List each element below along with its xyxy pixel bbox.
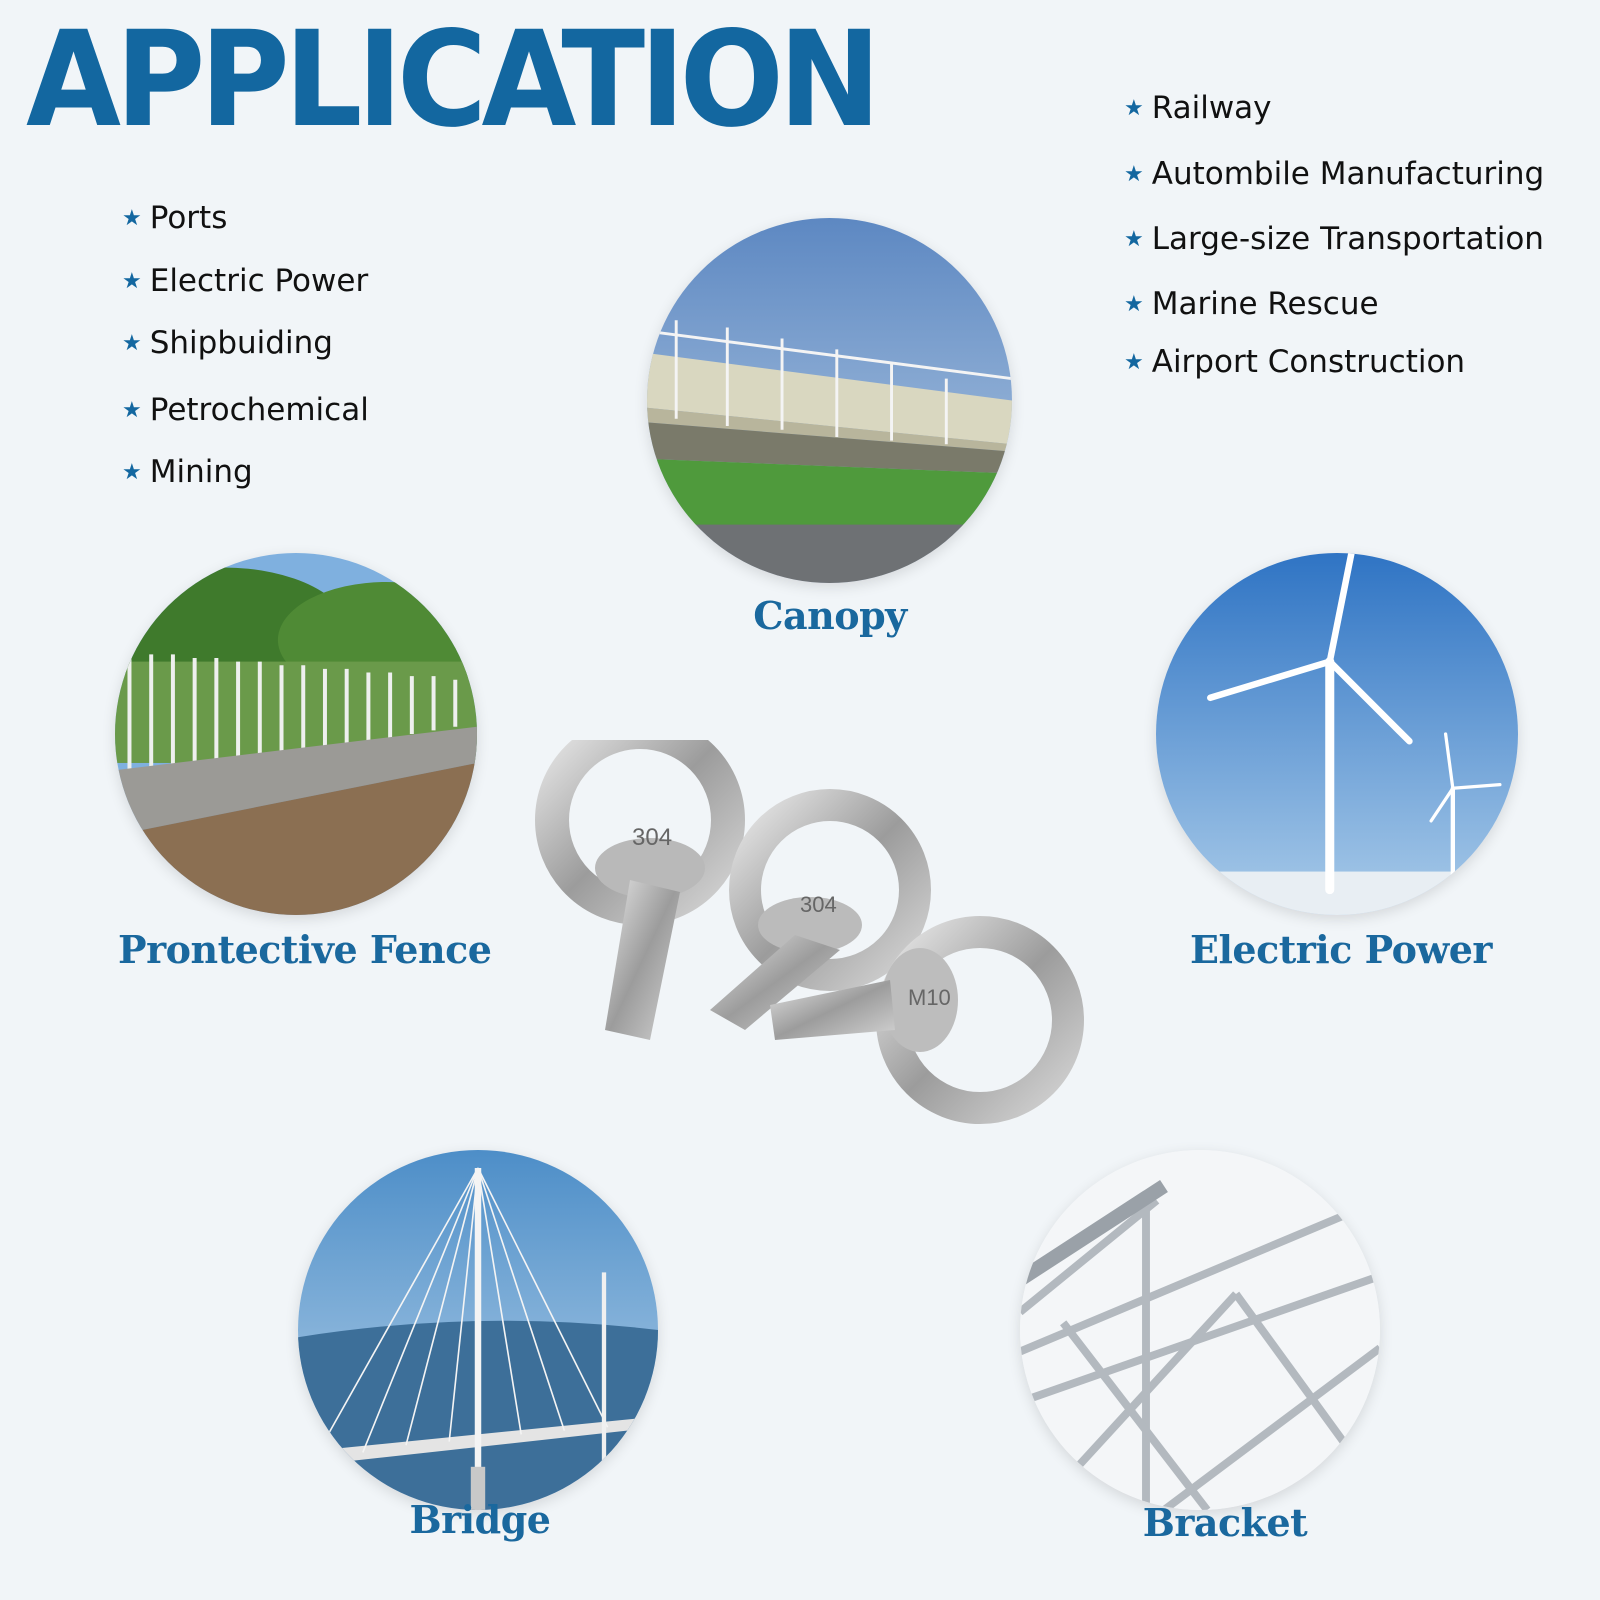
list-item: ★ Railway (1124, 90, 1272, 126)
star-icon: ★ (122, 268, 142, 294)
star-icon: ★ (1124, 95, 1144, 121)
electric-power-caption: Electric Power (1190, 927, 1492, 972)
list-item: ★ Shipbuiding (122, 325, 333, 361)
star-icon: ★ (1124, 161, 1144, 187)
fence-photo (115, 553, 477, 915)
eye-bolt-product-image (530, 740, 1150, 1140)
page-title: APPLICATION (26, 3, 876, 157)
bridge-photo (298, 1150, 658, 1510)
bracket-caption: Bracket (1142, 1500, 1308, 1545)
list-item: ★ Large-size Transportation (1124, 221, 1544, 257)
list-item: ★ Petrochemical (122, 392, 369, 428)
eye-bolt-1 (552, 740, 728, 1040)
canopy-photo (647, 218, 1012, 583)
bolt-marking: M10 (908, 985, 951, 1010)
bridge-caption: Bridge (409, 1497, 551, 1542)
wind-turbine-photo (1156, 553, 1518, 915)
list-item: ★ Ports (122, 200, 228, 236)
list-item: ★ Autombile Manufacturing (1124, 156, 1545, 192)
star-icon: ★ (1124, 291, 1144, 317)
bolt-marking: 304 (800, 892, 837, 917)
fence-caption: Prontective Fence (118, 927, 492, 972)
list-item: ★ Mining (122, 454, 253, 490)
star-icon: ★ (122, 330, 142, 356)
star-icon: ★ (1124, 349, 1144, 375)
bracket-photo (1020, 1150, 1380, 1510)
star-icon: ★ (1124, 226, 1144, 252)
star-icon: ★ (122, 459, 142, 485)
list-item: ★ Airport Construction (1124, 344, 1466, 380)
star-icon: ★ (122, 205, 142, 231)
list-item: ★ Marine Rescue (1124, 286, 1379, 322)
bolt-marking: 304 (632, 824, 673, 851)
star-icon: ★ (122, 397, 142, 423)
list-item: ★ Electric Power (122, 263, 369, 299)
canopy-caption: Canopy (753, 593, 907, 638)
